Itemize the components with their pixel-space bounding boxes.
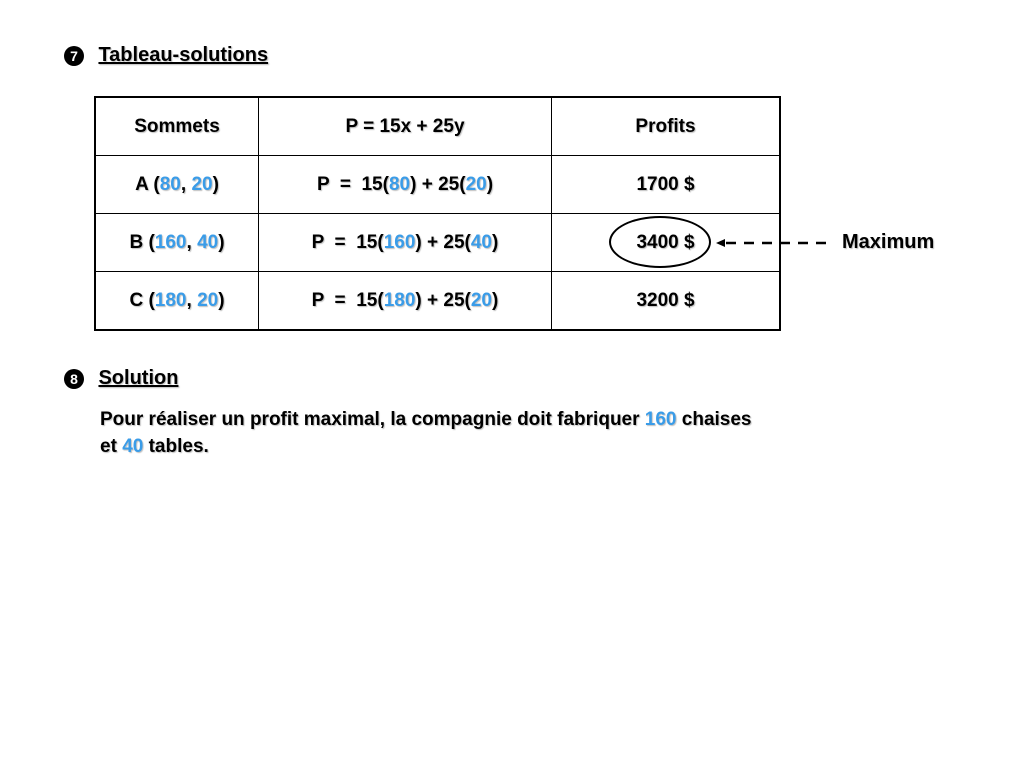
solution-text: Pour réaliser un profit maximal, la compagnie doit fabriquer — [100, 409, 645, 430]
header-vertices: Sommets — [95, 97, 259, 156]
solution-text: chaises — [676, 409, 752, 430]
header-profits: Profits — [552, 97, 781, 156]
maximum-label: Maximum — [842, 231, 935, 253]
number-7-bullet-icon: 7 — [64, 46, 84, 66]
vertex-y: 40 — [197, 231, 219, 253]
eq-mid: ) + 25( — [415, 289, 471, 311]
eq-x: 80 — [388, 173, 411, 195]
section-title: Tableau-solutions — [98, 44, 269, 66]
equation-cell — [259, 156, 552, 214]
table-row — [95, 272, 780, 331]
table-row — [95, 156, 780, 214]
vertex-x: 80 — [159, 173, 181, 195]
eq-y: 20 — [470, 289, 492, 311]
eq-suffix: ) — [491, 231, 499, 253]
table-header-row — [95, 97, 780, 156]
vertex-cell: B (160, 40) — [95, 214, 259, 272]
eq-prefix: P = 15( — [311, 231, 384, 253]
solution-paragraph — [100, 406, 980, 460]
vertex-cell: C (180, 20) — [95, 272, 259, 331]
section-title: Solution — [98, 367, 179, 389]
section-8-heading — [64, 367, 178, 390]
vertex-x: 180 — [154, 289, 187, 311]
solution-text: et — [100, 436, 123, 457]
eq-mid: ) + 25( — [415, 231, 471, 253]
vertex-letter: B — [129, 231, 144, 253]
tables-count: 40 — [122, 436, 144, 457]
dashed-arrow-icon — [712, 234, 832, 252]
eq-y: 40 — [470, 231, 492, 253]
eq-x: 180 — [383, 289, 416, 311]
vertex-letter: C — [129, 289, 144, 311]
profit-cell: 1700 $ — [552, 156, 781, 214]
solutions-table — [94, 96, 781, 331]
vertex-x: 160 — [154, 231, 187, 253]
maximum-circle — [609, 216, 711, 268]
vertex-y: 20 — [191, 173, 213, 195]
header-formula: P = 15x + 25y — [259, 97, 552, 156]
eq-suffix: ) — [486, 173, 494, 195]
solution-line-2 — [100, 433, 980, 460]
eq-y: 20 — [465, 173, 487, 195]
equation-cell — [259, 272, 552, 331]
vertex-cell: A (80, 20) — [95, 156, 259, 214]
vertex-y: 20 — [197, 289, 219, 311]
solution-text: tables. — [143, 436, 209, 457]
eq-x: 160 — [383, 231, 416, 253]
equation-cell — [259, 214, 552, 272]
eq-prefix: P = 15( — [311, 289, 384, 311]
profit-cell: 3400 $ — [552, 214, 781, 272]
profit-cell: 3200 $ — [552, 272, 781, 331]
vertex-letter: A — [135, 173, 149, 195]
eq-prefix: P = 15( — [316, 173, 389, 195]
section-7-heading — [64, 44, 268, 67]
eq-mid: ) + 25( — [410, 173, 466, 195]
number-8-bullet-icon: 8 — [64, 369, 84, 389]
chairs-count: 160 — [644, 409, 677, 430]
solution-line-1 — [100, 406, 980, 433]
eq-suffix: ) — [491, 289, 499, 311]
